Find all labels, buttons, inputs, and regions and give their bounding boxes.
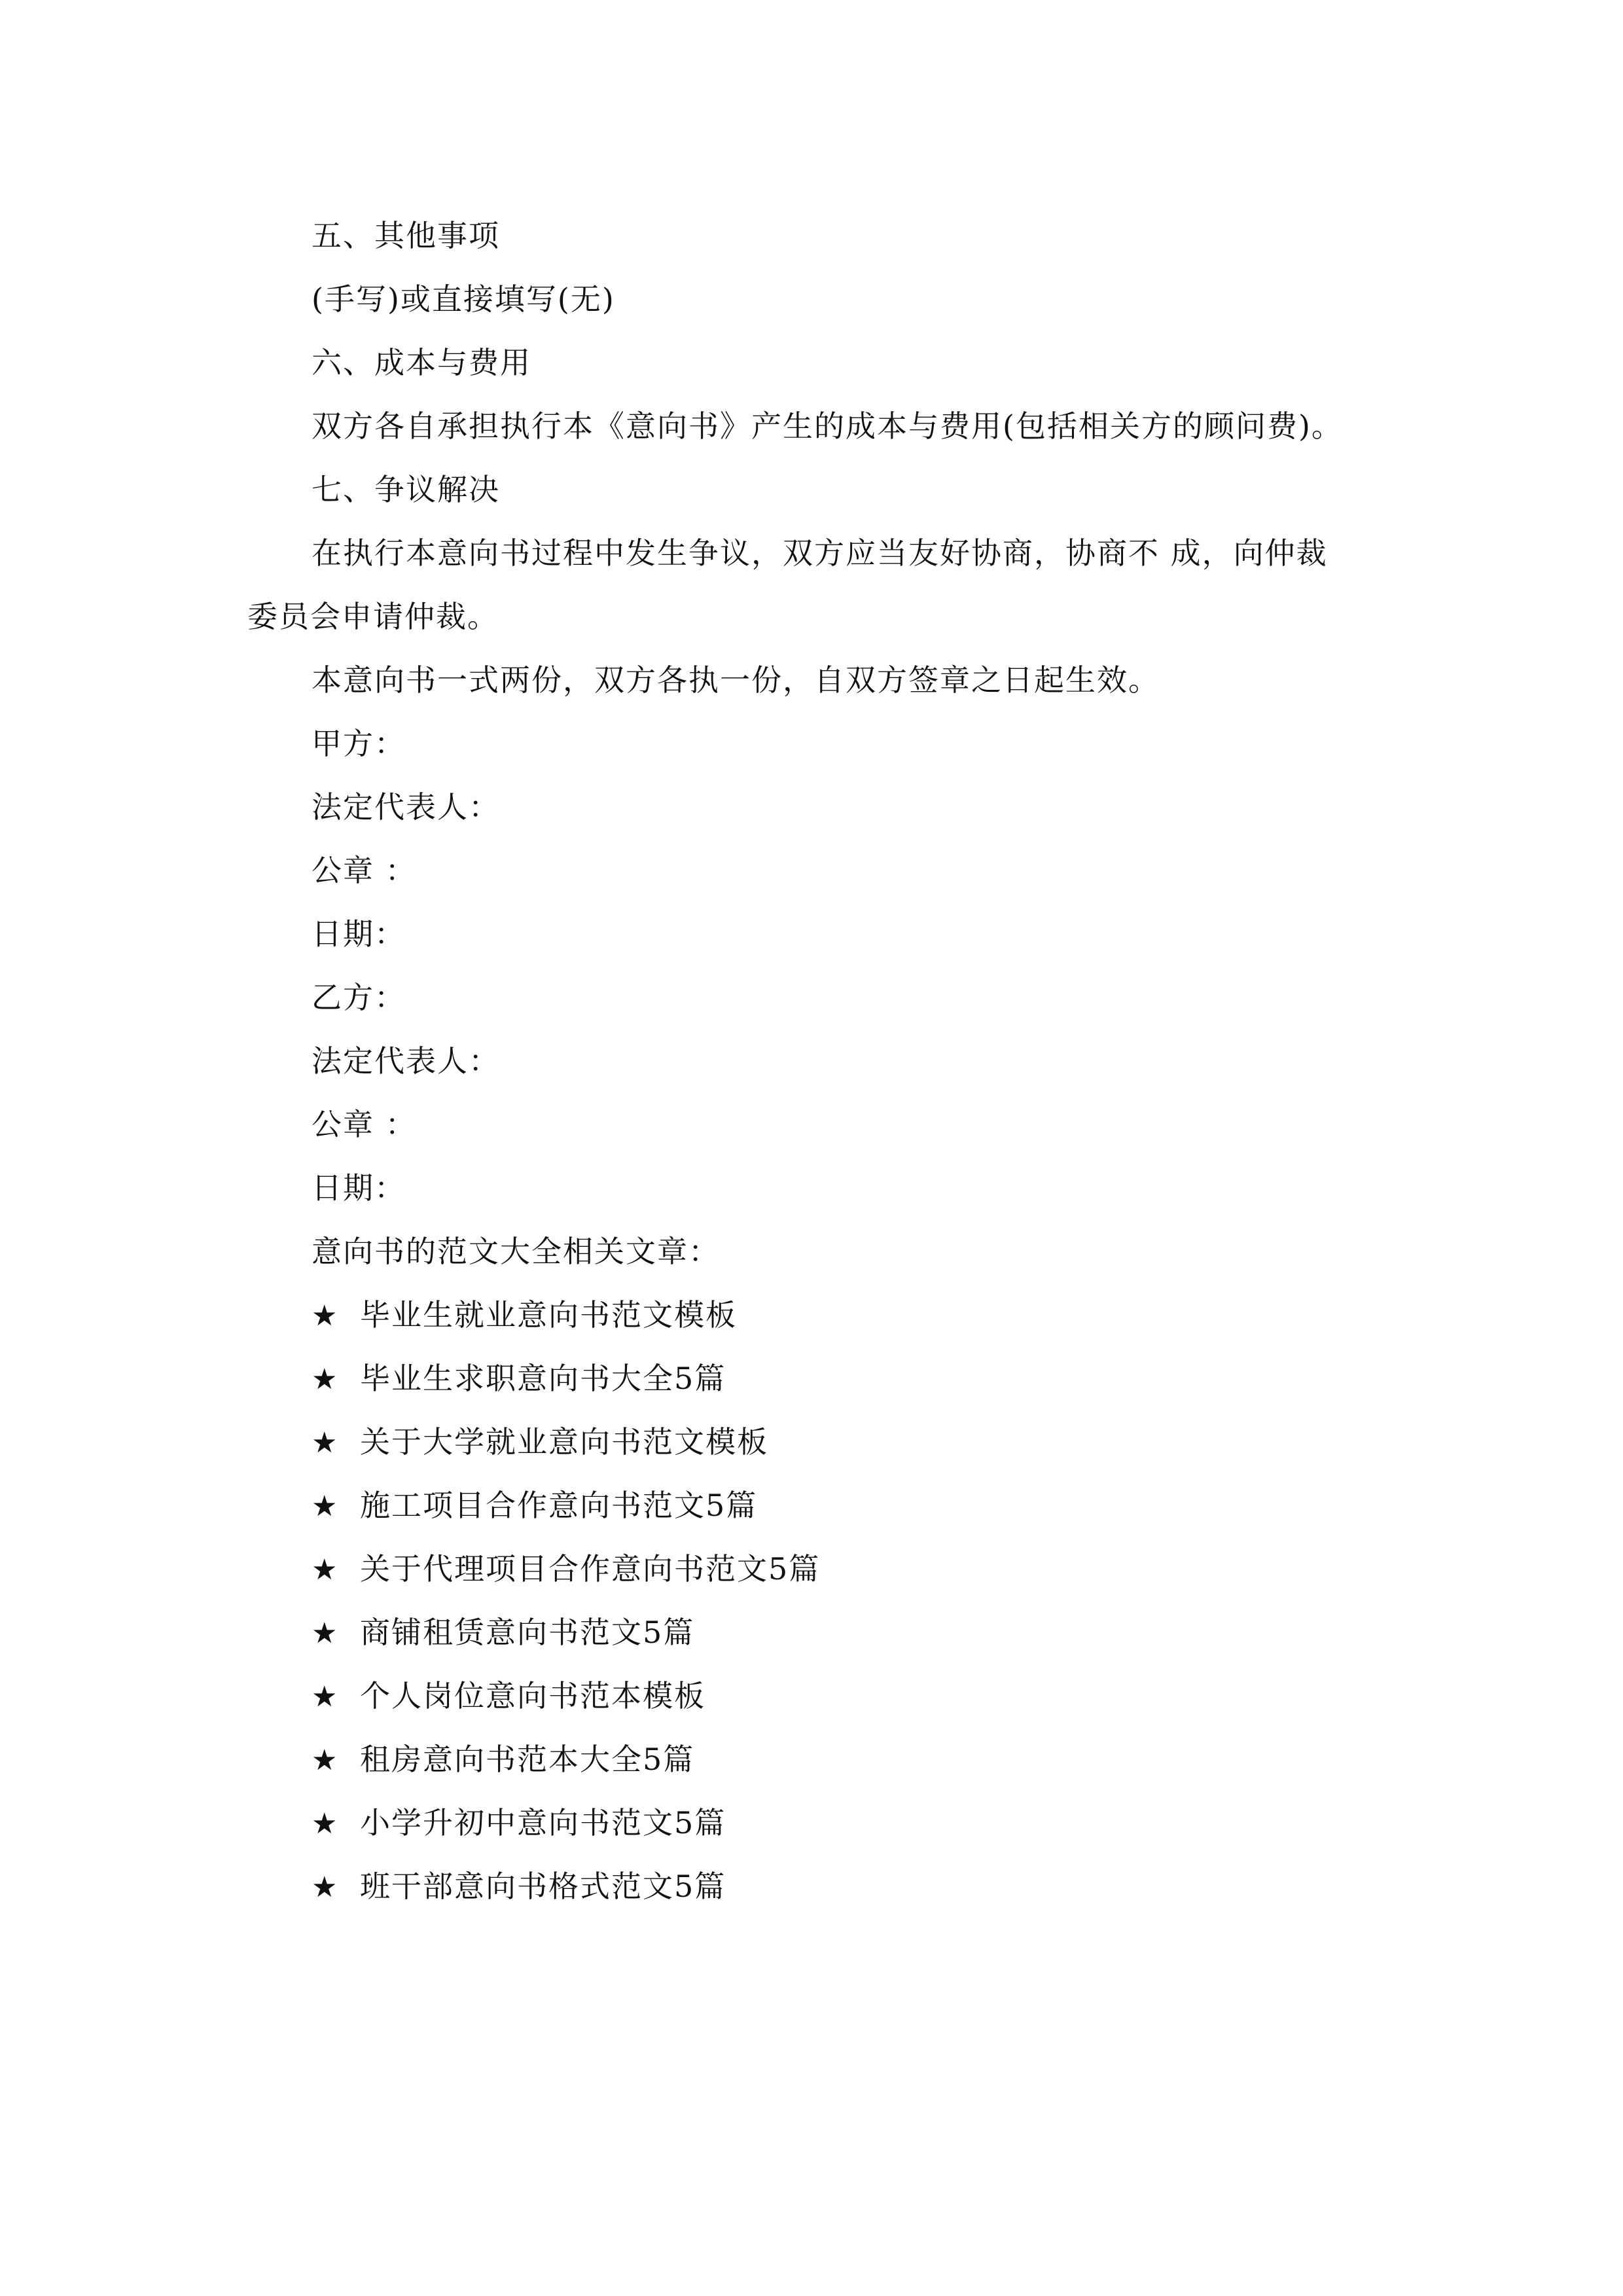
related-articles-heading: 意向书的范文大全相关文章： bbox=[312, 1234, 720, 1269]
related-article-link[interactable] bbox=[247, 1728, 1419, 1791]
related-article-title: 关于代理项目合作意向书范文5篇 bbox=[360, 1551, 821, 1587]
related-article-title: 班干部意向书格式范文5篇 bbox=[360, 1869, 726, 1904]
star-icon: ★ bbox=[312, 1553, 339, 1587]
dispute-paragraph-line-1: 在执行本意向书过程中发生争议，双方应当友好协商，协商不 成，向仲裁 bbox=[312, 535, 1328, 571]
related-article-link[interactable] bbox=[247, 1474, 1419, 1537]
party-a-label: 甲方： bbox=[312, 726, 406, 761]
party-b-label: 乙方： bbox=[312, 980, 406, 1015]
document-body bbox=[247, 204, 1419, 1918]
party-b-seal-label: 公章 ： bbox=[312, 1107, 417, 1142]
star-icon: ★ bbox=[312, 1490, 339, 1523]
related-article-link[interactable] bbox=[247, 1601, 1419, 1664]
related-article-link[interactable] bbox=[247, 1791, 1419, 1855]
related-article-title: 商铺租赁意向书范文5篇 bbox=[360, 1615, 695, 1650]
star-icon: ★ bbox=[312, 1871, 339, 1904]
section-heading-other-matters: 五、其他事项 bbox=[312, 218, 500, 253]
related-article-title: 毕业生求职意向书大全5篇 bbox=[360, 1361, 726, 1396]
star-icon: ★ bbox=[312, 1680, 339, 1713]
star-icon: ★ bbox=[312, 1617, 339, 1650]
star-icon: ★ bbox=[312, 1299, 339, 1333]
related-article-title: 个人岗位意向书范本模板 bbox=[360, 1678, 705, 1713]
party-b-date-label: 日期： bbox=[312, 1170, 406, 1206]
section-heading-dispute: 七、争议解决 bbox=[312, 472, 500, 507]
party-a-date-label: 日期： bbox=[312, 916, 406, 952]
dispute-paragraph-line-2: 委员会申请仲裁。 bbox=[247, 599, 499, 634]
section-heading-costs: 六、成本与费用 bbox=[312, 345, 531, 380]
related-article-title: 租房意向书范本大全5篇 bbox=[360, 1742, 695, 1777]
costs-text: 双方各自承担执行本《意向书》产生的成本与费用(包括相关方的顾问费)。 bbox=[312, 408, 1343, 444]
star-icon: ★ bbox=[312, 1744, 339, 1777]
star-icon: ★ bbox=[312, 1363, 339, 1396]
related-article-link[interactable] bbox=[247, 1347, 1419, 1410]
star-icon: ★ bbox=[312, 1807, 339, 1840]
related-article-link[interactable] bbox=[247, 1855, 1419, 1918]
related-article-link[interactable] bbox=[247, 1537, 1419, 1601]
related-article-link[interactable] bbox=[247, 1410, 1419, 1474]
related-article-title: 毕业生就业意向书范文模板 bbox=[360, 1297, 737, 1333]
effect-clause: 本意向书一式两份，双方各执一份，自双方签章之日起生效。 bbox=[312, 662, 1160, 698]
party-b-representative-label: 法定代表人： bbox=[312, 1043, 500, 1079]
related-article-link[interactable] bbox=[247, 1664, 1419, 1728]
related-article-title: 小学升初中意向书范文5篇 bbox=[360, 1805, 726, 1840]
other-matters-text: (手写)或直接填写(无) bbox=[312, 281, 615, 317]
party-a-representative-label: 法定代表人： bbox=[312, 789, 500, 825]
dispute-paragraph bbox=[247, 522, 1419, 649]
related-article-link[interactable] bbox=[247, 1283, 1419, 1347]
star-icon: ★ bbox=[312, 1426, 339, 1460]
related-articles-list bbox=[247, 1283, 1419, 1918]
related-article-title: 关于大学就业意向书范文模板 bbox=[360, 1424, 768, 1460]
party-a-seal-label: 公章 ： bbox=[312, 853, 417, 888]
related-article-title: 施工项目合作意向书范文5篇 bbox=[360, 1488, 758, 1523]
